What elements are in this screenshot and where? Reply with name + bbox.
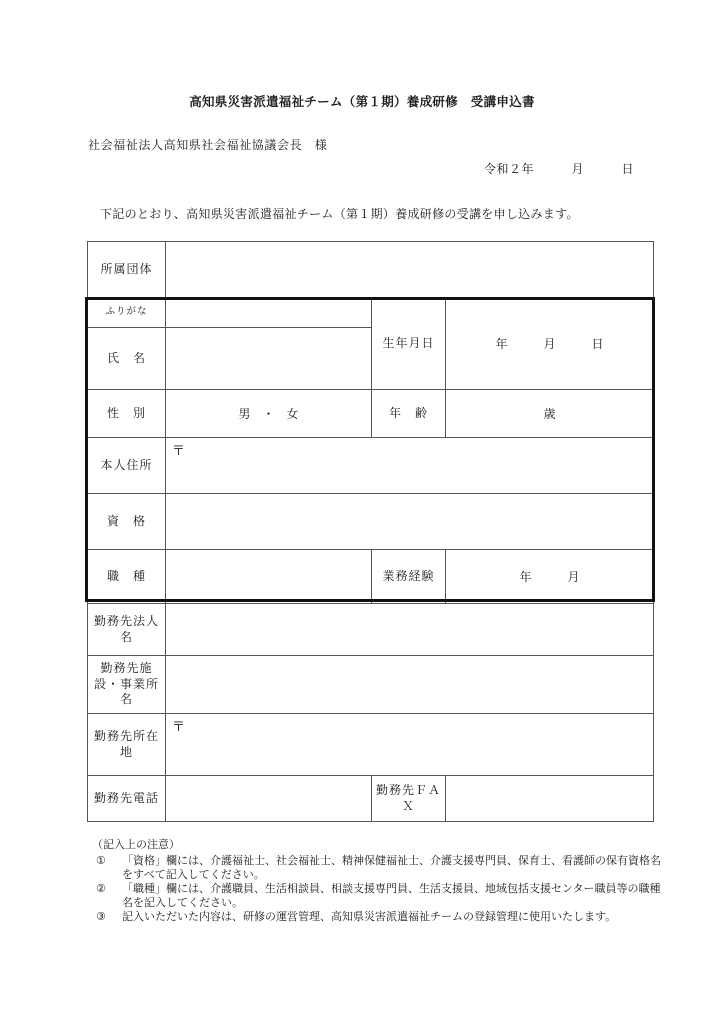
job-field[interactable] <box>166 550 372 604</box>
facility-field[interactable] <box>166 656 654 714</box>
corp-label: 勤務先法人名 <box>88 604 166 656</box>
furigana-label: ふりがな <box>88 298 166 328</box>
work-postal-mark: 〒 <box>172 720 186 735</box>
postal-mark: 〒 <box>172 444 186 459</box>
address-field[interactable] <box>166 438 654 494</box>
org-field[interactable] <box>166 242 654 298</box>
document-title: 高知県災害派遣福祉チーム（第１期）養成研修 受講申込書 <box>189 94 535 109</box>
org-label: 所属団体 <box>88 242 166 298</box>
note-number: ② <box>96 882 106 895</box>
work-address-field[interactable] <box>166 714 654 776</box>
notes-heading: （記入上の注意） <box>92 838 180 851</box>
addressee: 社会福祉法人高知県社会福祉協議会長 様 <box>88 138 328 152</box>
age-label: 年 齢 <box>372 390 446 438</box>
experience-label: 業務経験 <box>372 550 446 604</box>
fax-label: 勤務先ＦＡＸ <box>372 776 446 822</box>
note-text: 「職種」欄には、介護職員、生活相談員、相談支援専門員、生活支援員、地域包括支援センター職員等の職種名を記入してください。 <box>122 882 661 909</box>
note-number: ① <box>96 854 106 867</box>
phone-label: 勤務先電話 <box>88 776 166 822</box>
age-field[interactable]: 歳 <box>446 390 654 438</box>
facility-label: 勤務先施設・事業所名 <box>88 656 166 714</box>
birth-field[interactable]: 年 月 日 <box>446 298 654 390</box>
note-text: 記入いただいた内容は、研修の運営管理、高知県災害派遣福祉チームの登録管理に使用いたします。 <box>122 910 617 923</box>
phone-field[interactable] <box>166 776 372 822</box>
date-line: 令和２年 月 日 <box>484 162 635 176</box>
application-table <box>87 241 654 822</box>
note-item <box>92 910 662 924</box>
gender-label: 性 別 <box>88 390 166 438</box>
corp-field[interactable] <box>166 604 654 656</box>
note-item <box>92 882 662 910</box>
address-label: 本人住所 <box>88 438 166 494</box>
work-address-label: 勤務先所在地 <box>88 714 166 776</box>
name-field[interactable] <box>166 328 372 390</box>
job-label: 職 種 <box>88 550 166 604</box>
qualification-label: 資 格 <box>88 494 166 550</box>
experience-field[interactable]: 年 月 <box>446 550 654 604</box>
qualification-field[interactable] <box>166 494 654 550</box>
note-text: 「資格」欄には、介護福祉士、社会福祉士、精神保健福祉士、介護支援専門員、保育士、看護師の保有資格名をすべて記入してください。 <box>122 854 661 881</box>
notes-section <box>92 838 662 924</box>
gender-field[interactable]: 男 ・ 女 <box>166 390 372 438</box>
note-number: ③ <box>96 910 106 923</box>
fax-field[interactable] <box>446 776 654 822</box>
birth-label: 生年月日 <box>372 298 446 390</box>
name-label: 氏 名 <box>88 328 166 390</box>
intro-text: 下記のとおり、高知県災害派遣福祉チーム（第１期）養成研修の受講を申し込みます。 <box>100 207 579 221</box>
furigana-field[interactable] <box>166 298 372 328</box>
note-item <box>92 854 662 882</box>
